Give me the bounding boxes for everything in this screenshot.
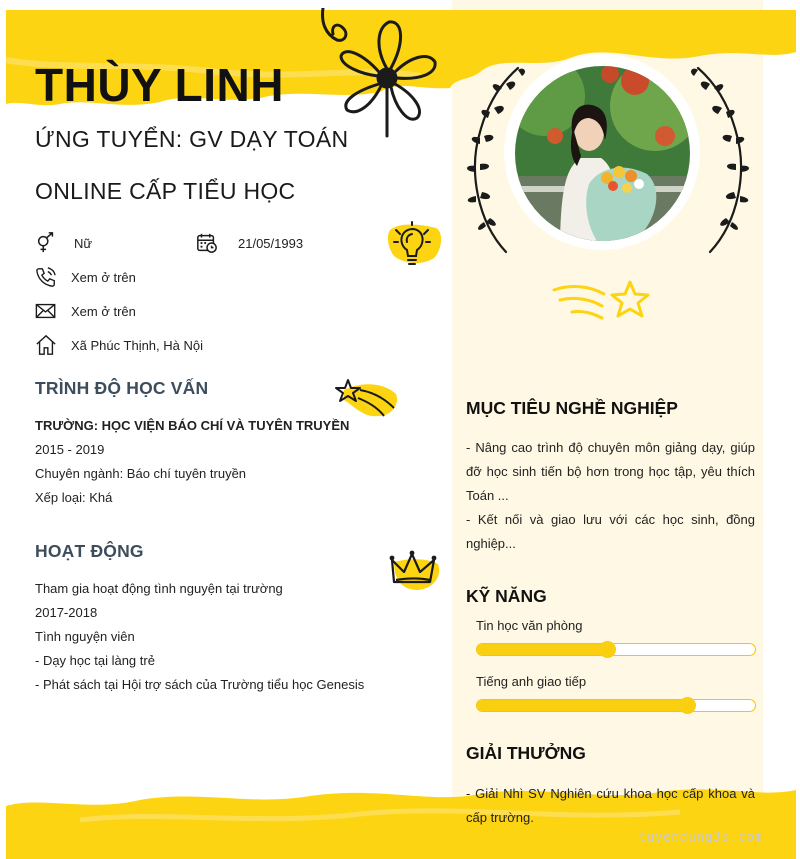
star-doodle-icon xyxy=(550,278,654,326)
home-icon xyxy=(35,334,57,356)
phone-text: Xem ở trên xyxy=(71,269,136,285)
gender-row xyxy=(35,231,92,255)
education-school: TRƯỜNG: HỌC VIỆN BÁO CHÍ VÀ TUYÊN TRUYỀN xyxy=(35,418,350,433)
activity-line: Tham gia hoạt động tình nguyện tại trường xyxy=(35,581,283,596)
profile-photo xyxy=(515,66,690,241)
awards-text: - Giải Nhì SV Nghiên cứu khoa học cấp khoa và cấp trường. xyxy=(466,786,755,825)
objective-paragraph-1: - Nâng cao trình độ chuyên môn giảng dạy, giúp đỡ học sinh tiến bộ hơn trong học tập, yêu thích Toán ... xyxy=(466,440,755,503)
phone-row xyxy=(35,265,136,289)
objective-paragraph-2: - Kết nối và giao lưu với các học sinh, đồng nghiệp... xyxy=(466,512,755,551)
gender-text: Nữ xyxy=(74,235,93,251)
birthday-text: 21/05/1993 xyxy=(238,235,304,251)
skill-progress-bar xyxy=(476,699,756,712)
email-row xyxy=(35,299,136,323)
skill-label: Tiếng anh giao tiếp xyxy=(476,674,587,689)
birthday-row xyxy=(196,231,303,255)
lightbulb-doodle-icon xyxy=(386,220,446,272)
skill-progress-fill xyxy=(477,644,608,655)
skill-progress-fill xyxy=(477,700,688,711)
profile-photo-image xyxy=(515,66,690,241)
flower-doodle-icon xyxy=(315,8,445,138)
address-row xyxy=(35,333,203,357)
activity-line: 2017-2018 xyxy=(35,605,98,620)
apply-position-line2: ONLINE CẤP TIỂU HỌC xyxy=(35,178,296,204)
address-text: Xã Phúc Thịnh, Hà Nội xyxy=(71,337,203,353)
email-text: Xem ở trên xyxy=(71,303,136,319)
gender-icon xyxy=(35,232,57,254)
shooting-star-doodle-icon xyxy=(334,376,400,420)
activity-line: - Dạy học tại làng trẻ xyxy=(35,653,155,668)
skill-progress-bar xyxy=(476,643,756,656)
education-grade: Xếp loại: Khá xyxy=(35,490,113,505)
activity-line: Tình nguyện viên xyxy=(35,629,135,644)
activity-line: - Phát sách tại Hội trợ sách của Trường tiểu học Genesis xyxy=(35,677,365,692)
phone-icon xyxy=(35,266,57,288)
awards-title: GIẢI THƯỞNG xyxy=(466,743,586,763)
candidate-name: THÙY LINH xyxy=(35,59,284,111)
skills-title: KỸ NĂNG xyxy=(466,586,547,606)
envelope-icon xyxy=(35,300,57,322)
objective-title: MỤC TIÊU NGHỀ NGHIỆP xyxy=(466,398,678,418)
crown-doodle-icon xyxy=(388,548,442,592)
education-years: 2015 - 2019 xyxy=(35,442,105,457)
education-major: Chuyên ngành: Báo chí tuyên truyền xyxy=(35,466,247,481)
apply-position-line1: ỨNG TUYỂN: GV DẠY TOÁN xyxy=(35,126,349,152)
skill-label: Tin học văn phòng xyxy=(476,618,583,633)
watermark: tuyendung3s.com xyxy=(638,830,763,845)
skill-progress-knob xyxy=(599,641,616,658)
education-title: TRÌNH ĐỘ HỌC VẤN xyxy=(35,378,209,398)
activities-title: HOẠT ĐỘNG xyxy=(35,541,144,561)
calendar-icon xyxy=(196,232,218,254)
skill-progress-knob xyxy=(679,697,696,714)
